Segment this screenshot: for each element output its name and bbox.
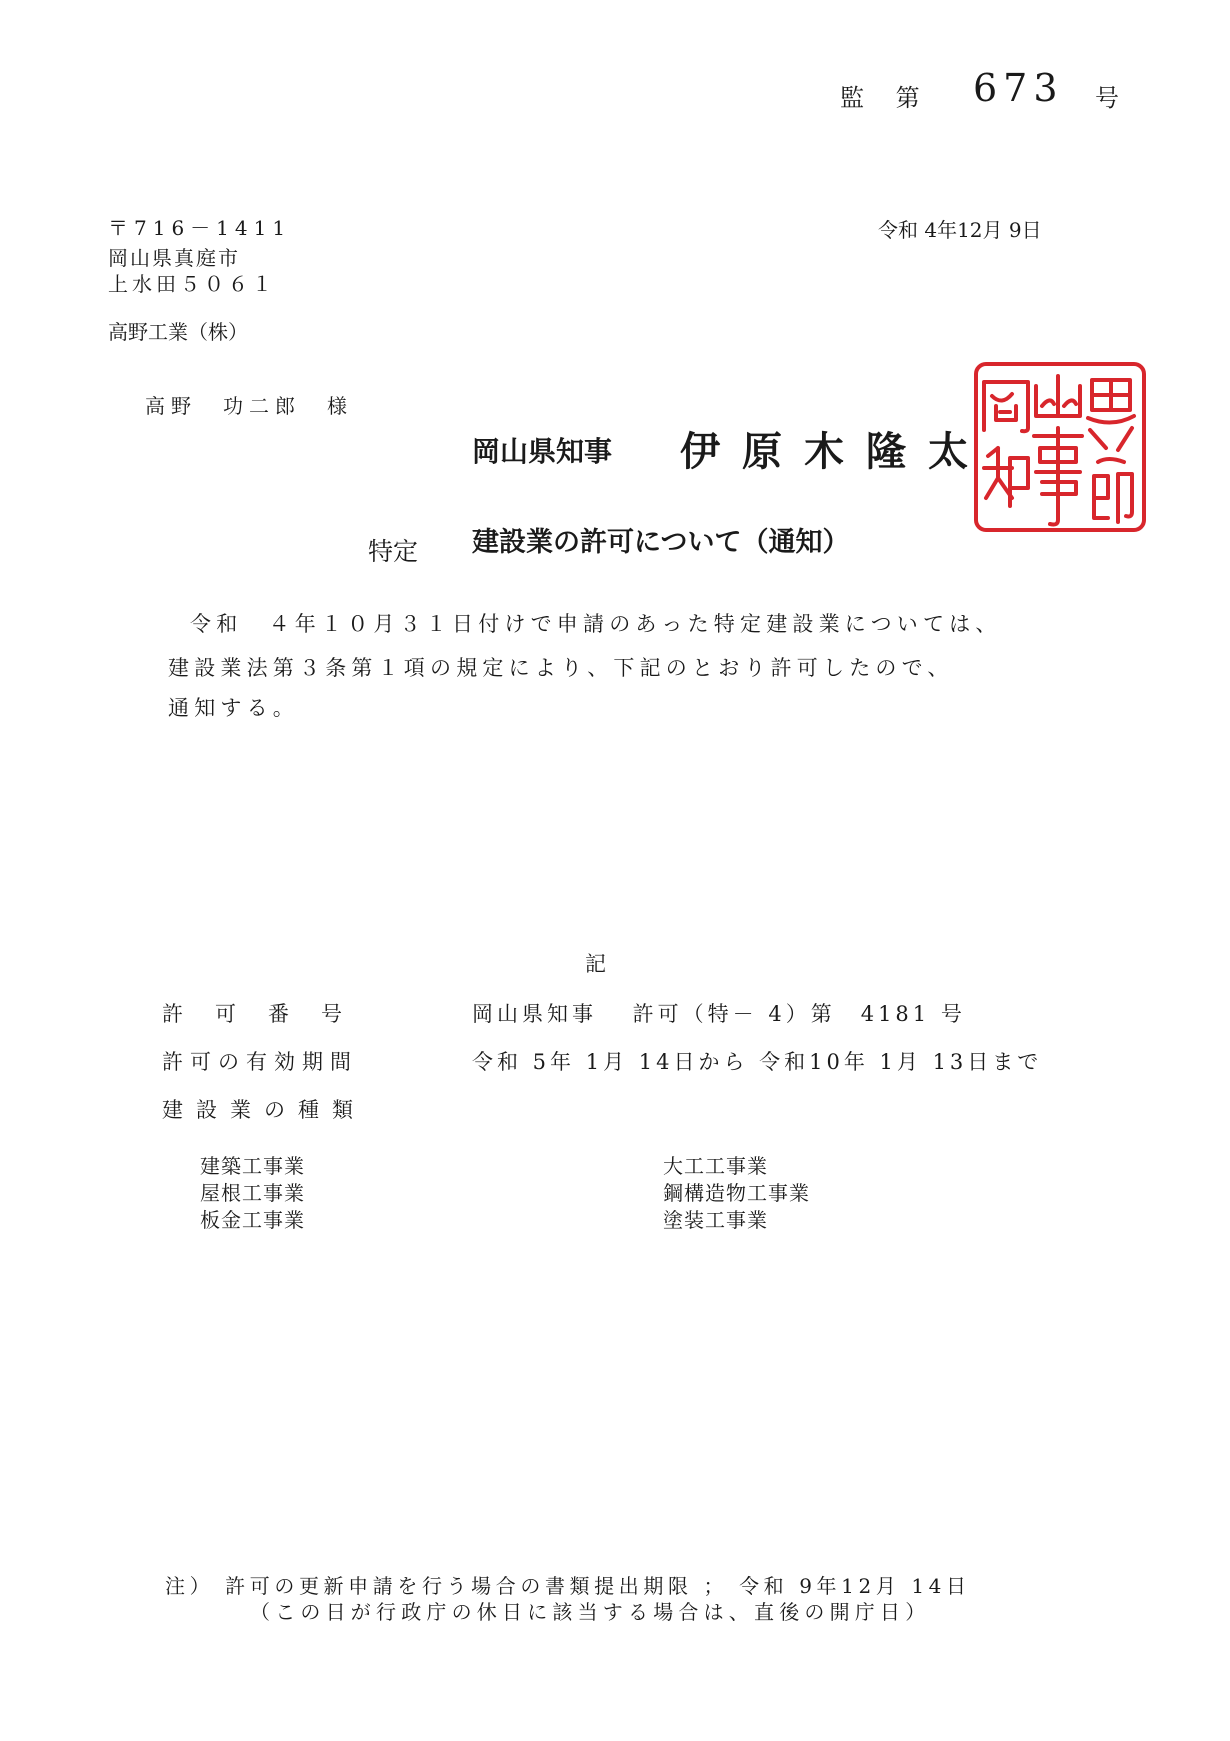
subject-title: 建設業の許可について（通知） bbox=[472, 527, 850, 558]
body-line-3: 通知する。 bbox=[168, 696, 299, 720]
subject-prefix: 特定 bbox=[368, 537, 419, 566]
recipient-town: 上水田５０６１ bbox=[108, 272, 276, 296]
record-heading: 記 bbox=[585, 952, 606, 976]
issue-date: 令和 4年12月 9日 bbox=[878, 218, 1042, 242]
business-type-item: 屋根工事業 bbox=[200, 1181, 305, 1205]
business-type-item: 大工工事業 bbox=[663, 1154, 768, 1178]
field-value-permit-number: 岡山県知事 許可（特－ 4）第 4181 号 bbox=[472, 1002, 966, 1026]
body-line-2: 建設業法第３条第１項の規定により、下記のとおり許可したので、 bbox=[168, 656, 954, 680]
business-type-item: 鋼構造物工事業 bbox=[663, 1181, 810, 1205]
field-label-permit-number: 許可番号 bbox=[162, 1002, 374, 1026]
business-type-item: 板金工事業 bbox=[200, 1208, 305, 1232]
business-type-item: 建築工事業 bbox=[200, 1154, 305, 1178]
renewal-deadline-note: 注） 許可の更新申請を行う場合の書類提出期限 ； 令和 9年12月 14日 bbox=[165, 1574, 971, 1598]
issuer-title: 岡山県知事 bbox=[472, 435, 613, 468]
field-label-business-types: 建設業の種類 bbox=[162, 1098, 366, 1122]
recipient-company: 高野工業（株） bbox=[108, 320, 248, 344]
document-number: 673 bbox=[973, 66, 1064, 110]
body-line-1: 令和 ４年１０月３１日付けで申請のあった特定建設業については、 bbox=[190, 612, 1002, 636]
field-value-validity-period: 令和 5年 1月 14日から 令和10年 1月 13日まで bbox=[472, 1050, 1043, 1074]
field-label-validity-period: 許可の有効期間 bbox=[162, 1050, 358, 1074]
issuer-name: 伊原木隆太 bbox=[680, 428, 990, 475]
recipient-city: 岡山県真庭市 bbox=[108, 246, 240, 270]
recipient-postal-code: 〒716－1411 bbox=[108, 216, 292, 240]
document-number-suffix: 号 bbox=[1095, 84, 1119, 112]
business-type-item: 塗装工事業 bbox=[663, 1208, 768, 1232]
recipient-person: 高野 功二郎 様 bbox=[145, 394, 353, 418]
official-seal-stamp bbox=[970, 358, 1150, 536]
document-number-prefix: 監 第 bbox=[840, 84, 932, 112]
renewal-deadline-note-detail: （この日が行政庁の休日に該当する場合は、直後の開庁日） bbox=[250, 1600, 931, 1624]
